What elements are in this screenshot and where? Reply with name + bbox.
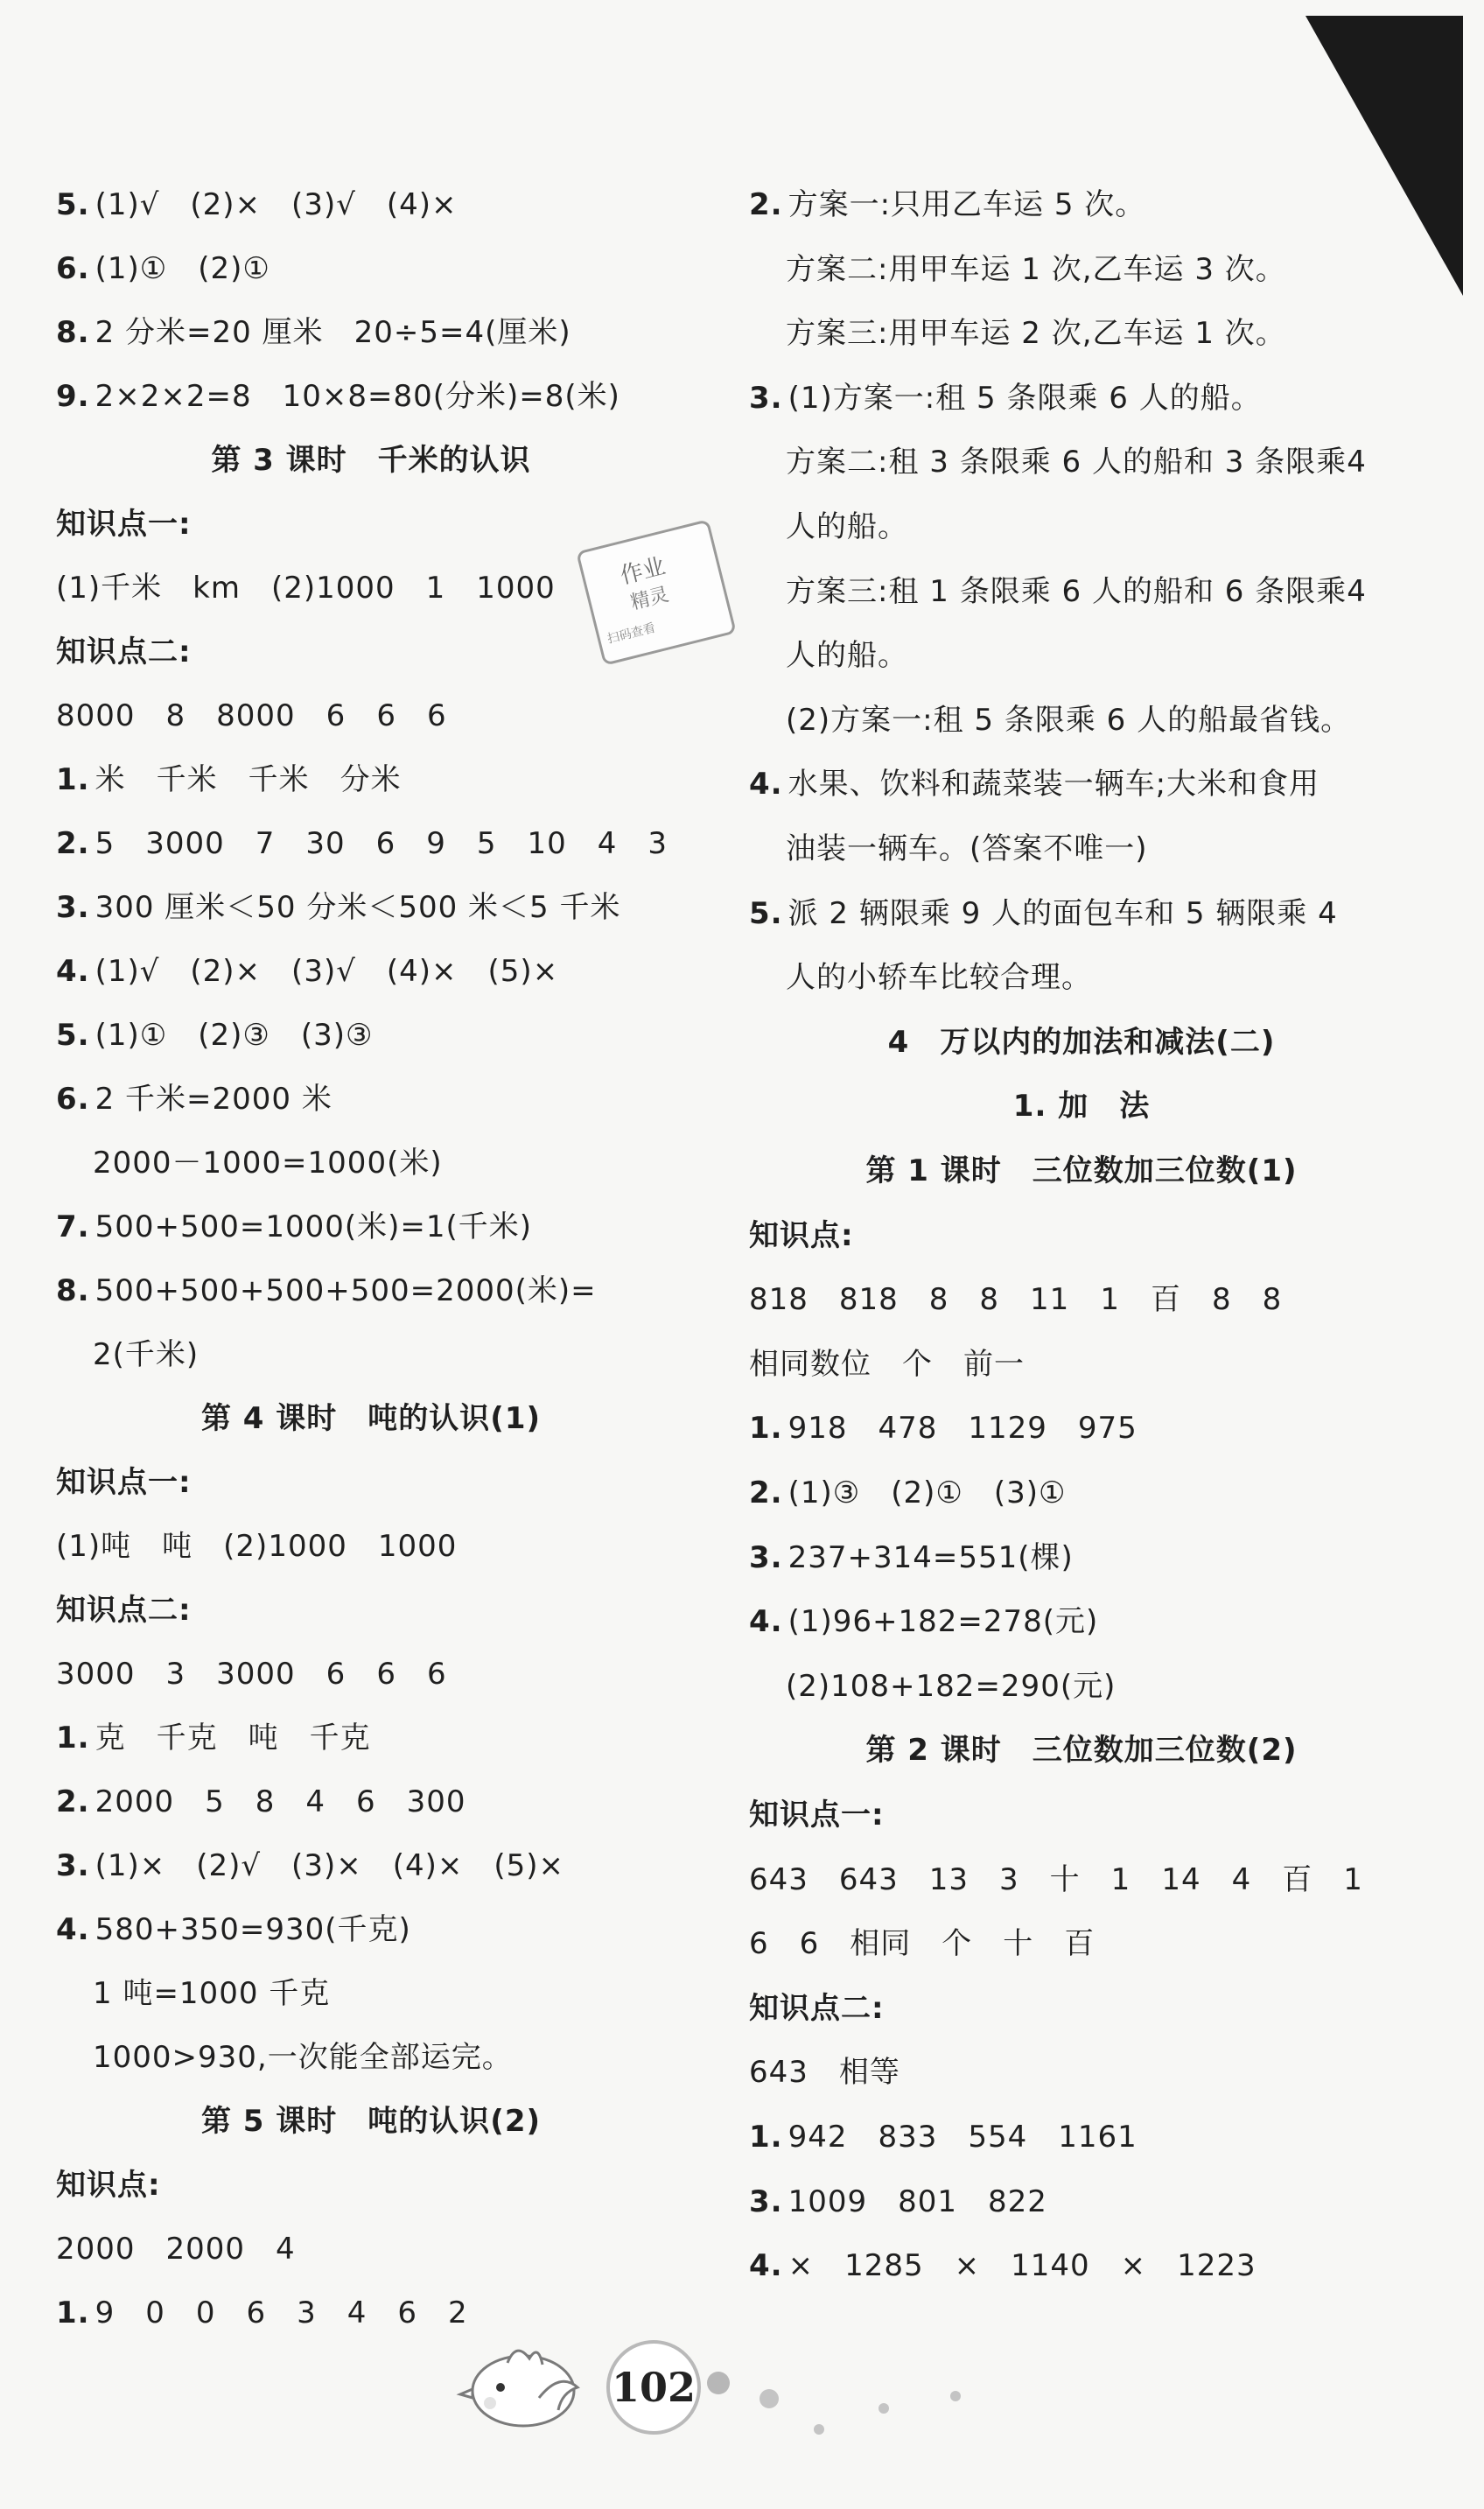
question-number: 8. bbox=[56, 315, 90, 350]
section-title bbox=[749, 1731, 1414, 1770]
answer-text: 方案二:租 3 条限乘 6 人的船和 3 条限乘4 bbox=[786, 445, 1367, 480]
answer-text: 6 6 相同 个 十 百 bbox=[749, 1926, 1096, 1962]
answer-text: 2×2×2=8 10×8=80(分米)=8(米) bbox=[94, 379, 620, 414]
answer-line bbox=[56, 888, 621, 927]
answer-text: 米 千米 千米 分米 bbox=[94, 762, 402, 797]
answer-text: 237+314=551(棵) bbox=[788, 1539, 1074, 1575]
decor-dot bbox=[760, 2389, 779, 2408]
answer-line bbox=[56, 1527, 457, 1566]
answer-text: × 1285 × 1140 × 1223 bbox=[788, 2248, 1256, 2284]
answer-text: 2000 2000 4 bbox=[56, 2232, 296, 2267]
answer-text: 第 4 课时 吨的认识(1) bbox=[200, 1401, 542, 1436]
knowledge-heading bbox=[56, 2166, 161, 2204]
answer-line bbox=[749, 379, 1262, 417]
answer-text: 1009 801 822 bbox=[788, 2183, 1047, 2219]
answer-text: (1)③ (2)① (3)① bbox=[788, 1475, 1067, 1510]
decor-dot bbox=[707, 2372, 730, 2394]
question-number: 1. bbox=[56, 2295, 90, 2330]
answer-text: (1)① (2)① bbox=[94, 251, 270, 286]
answer-line bbox=[56, 1272, 597, 1310]
answer-text: 第 3 课时 千米的认识 bbox=[211, 443, 531, 478]
answer-line bbox=[56, 952, 558, 991]
answer-text: 918 478 1129 975 bbox=[788, 1411, 1138, 1447]
answer-text: 9 0 0 6 3 4 6 2 bbox=[94, 2295, 468, 2330]
answer-line bbox=[749, 1602, 1098, 1641]
question-number: 7. bbox=[56, 1209, 90, 1244]
knowledge-heading bbox=[749, 1796, 885, 1834]
answer-line bbox=[749, 1474, 1067, 1512]
question-number: 4. bbox=[56, 954, 90, 989]
answer-text: 方案一:只用乙车运 5 次。 bbox=[788, 187, 1146, 222]
answer-continuation bbox=[56, 2038, 513, 2077]
answer-line bbox=[749, 2183, 1047, 2221]
answer-line bbox=[56, 1783, 466, 1821]
question-number: 4. bbox=[749, 2248, 783, 2284]
answer-continuation bbox=[56, 1335, 199, 1374]
answer-text: 克 千克 吨 千克 bbox=[94, 1721, 371, 1756]
answer-line bbox=[749, 894, 1338, 933]
answer-text: (2)方案一:租 5 条限乘 6 人的船最省钱。 bbox=[786, 702, 1352, 738]
answer-text: 知识点一: bbox=[749, 1798, 885, 1833]
answer-text: (1)方案一:租 5 条限乘 6 人的船。 bbox=[788, 380, 1262, 416]
answer-line bbox=[56, 2230, 296, 2268]
bird-icon bbox=[455, 2337, 595, 2433]
decor-dot bbox=[814, 2424, 824, 2435]
answer-text: 643 643 13 3 十 1 14 4 百 1 bbox=[749, 1861, 1363, 1897]
section-title bbox=[56, 2102, 686, 2141]
answer-line bbox=[749, 1861, 1363, 1899]
answer-text: 方案二:用甲车运 1 次,乙车运 3 次。 bbox=[786, 251, 1286, 287]
answer-line bbox=[56, 1080, 332, 1118]
answer-text: 知识点二: bbox=[56, 634, 192, 669]
answer-text: 相同数位 个 前一 bbox=[749, 1346, 1025, 1382]
question-number: 2. bbox=[749, 187, 783, 222]
answer-line bbox=[56, 1655, 447, 1693]
answer-text: (2)108+182=290(元) bbox=[786, 1668, 1116, 1704]
answer-text: 3000 3 3000 6 6 6 bbox=[56, 1657, 447, 1692]
knowledge-heading bbox=[56, 1463, 192, 1502]
answer-line bbox=[56, 1208, 532, 1246]
answer-text: 知识点一: bbox=[56, 507, 192, 542]
answer-text: 2 千米=2000 米 bbox=[94, 1082, 332, 1117]
answer-text: 2000 5 8 4 6 300 bbox=[94, 1784, 466, 1819]
answer-line bbox=[749, 1345, 1025, 1384]
answer-text: (1)96+182=278(元) bbox=[788, 1604, 1099, 1640]
answer-line bbox=[56, 1847, 564, 1885]
answer-continuation bbox=[749, 701, 1351, 739]
knowledge-heading bbox=[749, 1989, 885, 2028]
answer-text: 知识点一: bbox=[56, 1465, 192, 1500]
answer-text: 4 万以内的加法和减法(二) bbox=[887, 1024, 1276, 1060]
answer-text: 知识点二: bbox=[749, 1990, 885, 2026]
answer-text: 580+350=930(千克) bbox=[94, 1912, 411, 1947]
answer-text: 方案三:租 1 条限乘 6 人的船和 6 条限乘4 bbox=[786, 573, 1367, 609]
question-number: 2. bbox=[56, 1784, 90, 1819]
answer-text: 818 818 8 8 11 1 百 8 8 bbox=[749, 1282, 1283, 1318]
question-number: 3. bbox=[749, 380, 783, 416]
answer-text: 知识点二: bbox=[56, 1593, 192, 1628]
answer-text: (1)千米 km (2)1000 1 1000 bbox=[56, 571, 556, 606]
answer-continuation bbox=[749, 508, 908, 546]
section-title bbox=[56, 441, 686, 480]
answer-text: (1)√ (2)× (3)√ (4)× bbox=[94, 187, 458, 222]
answer-text: 油装一辆车。(答案不唯一) bbox=[786, 831, 1148, 866]
answer-text: 方案三:用甲车运 2 次,乙车运 1 次。 bbox=[786, 316, 1286, 352]
answer-text: 500+500=1000(米)=1(千米) bbox=[94, 1209, 533, 1244]
answer-text: 5 3000 7 30 6 9 5 10 4 3 bbox=[94, 826, 668, 861]
answer-line bbox=[749, 1538, 1074, 1577]
answer-text: 2000－1000=1000(米) bbox=[93, 1146, 443, 1181]
answer-line bbox=[56, 1016, 374, 1055]
answer-line bbox=[56, 569, 556, 607]
answer-line bbox=[56, 249, 270, 288]
answer-text: (1)① (2)③ (3)③ bbox=[94, 1018, 374, 1053]
answer-text: 人的船。 bbox=[786, 509, 908, 544]
answer-line bbox=[56, 313, 571, 352]
answer-text: 第 5 课时 吨的认识(2) bbox=[200, 2104, 542, 2139]
answer-continuation bbox=[749, 572, 1367, 611]
section-title bbox=[749, 1023, 1414, 1062]
answer-continuation bbox=[749, 830, 1148, 868]
answer-line bbox=[56, 760, 402, 799]
answer-text: 第 1 课时 三位数加三位数(1) bbox=[865, 1153, 1298, 1188]
question-number: 3. bbox=[749, 1539, 783, 1575]
answer-line bbox=[749, 765, 1320, 803]
question-number: 4. bbox=[56, 1912, 90, 1947]
section-title bbox=[749, 1087, 1414, 1125]
knowledge-heading bbox=[56, 1591, 192, 1629]
knowledge-heading bbox=[749, 1216, 854, 1255]
answer-continuation bbox=[56, 1974, 330, 2013]
answer-line bbox=[56, 186, 458, 224]
question-number: 3. bbox=[749, 2183, 783, 2219]
answer-line bbox=[56, 1910, 411, 1949]
answer-text: 2 分米=20 厘米 20÷5=4(厘米) bbox=[94, 315, 571, 350]
answer-line bbox=[56, 824, 668, 863]
answer-text: 1. 加 法 bbox=[1012, 1089, 1151, 1125]
answer-continuation bbox=[749, 314, 1286, 353]
decor-dot bbox=[950, 2391, 961, 2401]
answer-line bbox=[749, 2246, 1256, 2285]
answer-line bbox=[749, 1924, 1095, 1963]
answer-continuation bbox=[749, 250, 1286, 289]
question-number: 1. bbox=[749, 1411, 783, 1447]
question-number: 4. bbox=[749, 1604, 783, 1640]
answer-text: 8000 8 8000 6 6 6 bbox=[56, 698, 447, 733]
answer-text: 第 2 课时 三位数加三位数(2) bbox=[865, 1733, 1298, 1769]
answer-line bbox=[56, 697, 447, 735]
section-title bbox=[56, 1399, 686, 1438]
answer-line bbox=[749, 186, 1145, 224]
question-number: 6. bbox=[56, 1082, 90, 1117]
question-number: 1. bbox=[56, 762, 90, 797]
knowledge-heading bbox=[56, 633, 192, 671]
answer-continuation bbox=[56, 1144, 443, 1182]
answer-text: 1000>930,一次能全部运完。 bbox=[93, 2040, 513, 2075]
knowledge-heading bbox=[56, 505, 192, 543]
app-stamp-logo: 作业 精灵 扫码查看 bbox=[576, 519, 737, 666]
corner-decoration bbox=[1306, 16, 1463, 296]
question-number: 8. bbox=[56, 1273, 90, 1308]
answer-text: (1)吨 吨 (2)1000 1000 bbox=[56, 1529, 458, 1564]
answer-text: 2(千米) bbox=[93, 1337, 200, 1372]
answer-text: 人的小轿车比较合理。 bbox=[786, 960, 1092, 996]
answer-text: (1)× (2)√ (3)× (4)× (5)× bbox=[94, 1848, 565, 1883]
answer-text: 知识点: bbox=[749, 1217, 854, 1253]
answer-line bbox=[749, 1409, 1138, 1447]
page-footer bbox=[0, 2319, 1484, 2442]
answer-text: 水果、饮料和蔬菜装一辆车;大米和食用 bbox=[788, 767, 1320, 802]
page-number: 102 bbox=[606, 2340, 701, 2435]
question-number: 3. bbox=[56, 1848, 90, 1883]
answer-line bbox=[749, 2118, 1138, 2156]
question-number: 4. bbox=[749, 767, 783, 802]
question-number: 5. bbox=[56, 1018, 90, 1053]
answer-line bbox=[56, 377, 620, 416]
decor-dot bbox=[878, 2403, 889, 2414]
question-number: 2. bbox=[56, 826, 90, 861]
answer-text: 300 厘米＜50 分米＜500 米＜5 千米 bbox=[94, 890, 621, 925]
answer-continuation bbox=[749, 1667, 1116, 1706]
answer-continuation bbox=[749, 443, 1367, 481]
answer-text: 942 833 554 1161 bbox=[788, 2120, 1138, 2155]
question-number: 9. bbox=[56, 379, 90, 414]
answer-line bbox=[749, 1280, 1282, 1319]
answer-text: (1)√ (2)× (3)√ (4)× (5)× bbox=[94, 954, 559, 989]
question-number: 6. bbox=[56, 251, 90, 286]
answer-line bbox=[749, 2053, 900, 2092]
answer-text: 知识点: bbox=[56, 2168, 161, 2203]
answer-line bbox=[56, 1719, 371, 1757]
question-number: 5. bbox=[749, 895, 783, 931]
question-number: 1. bbox=[56, 1721, 90, 1756]
answer-text: 500+500+500+500=2000(米)= bbox=[94, 1273, 597, 1308]
answer-text: 人的船。 bbox=[786, 638, 908, 674]
answer-text: 派 2 辆限乘 9 人的面包车和 5 辆限乘 4 bbox=[788, 895, 1338, 931]
question-number: 2. bbox=[749, 1475, 783, 1510]
answer-continuation bbox=[749, 636, 908, 675]
answer-text: 643 相等 bbox=[749, 2055, 900, 2091]
section-title bbox=[749, 1152, 1414, 1190]
question-number: 3. bbox=[56, 890, 90, 925]
answer-text: 1 吨=1000 千克 bbox=[93, 1976, 331, 2011]
answer-continuation bbox=[749, 958, 1092, 997]
question-number: 1. bbox=[749, 2120, 783, 2155]
question-number: 5. bbox=[56, 187, 90, 222]
